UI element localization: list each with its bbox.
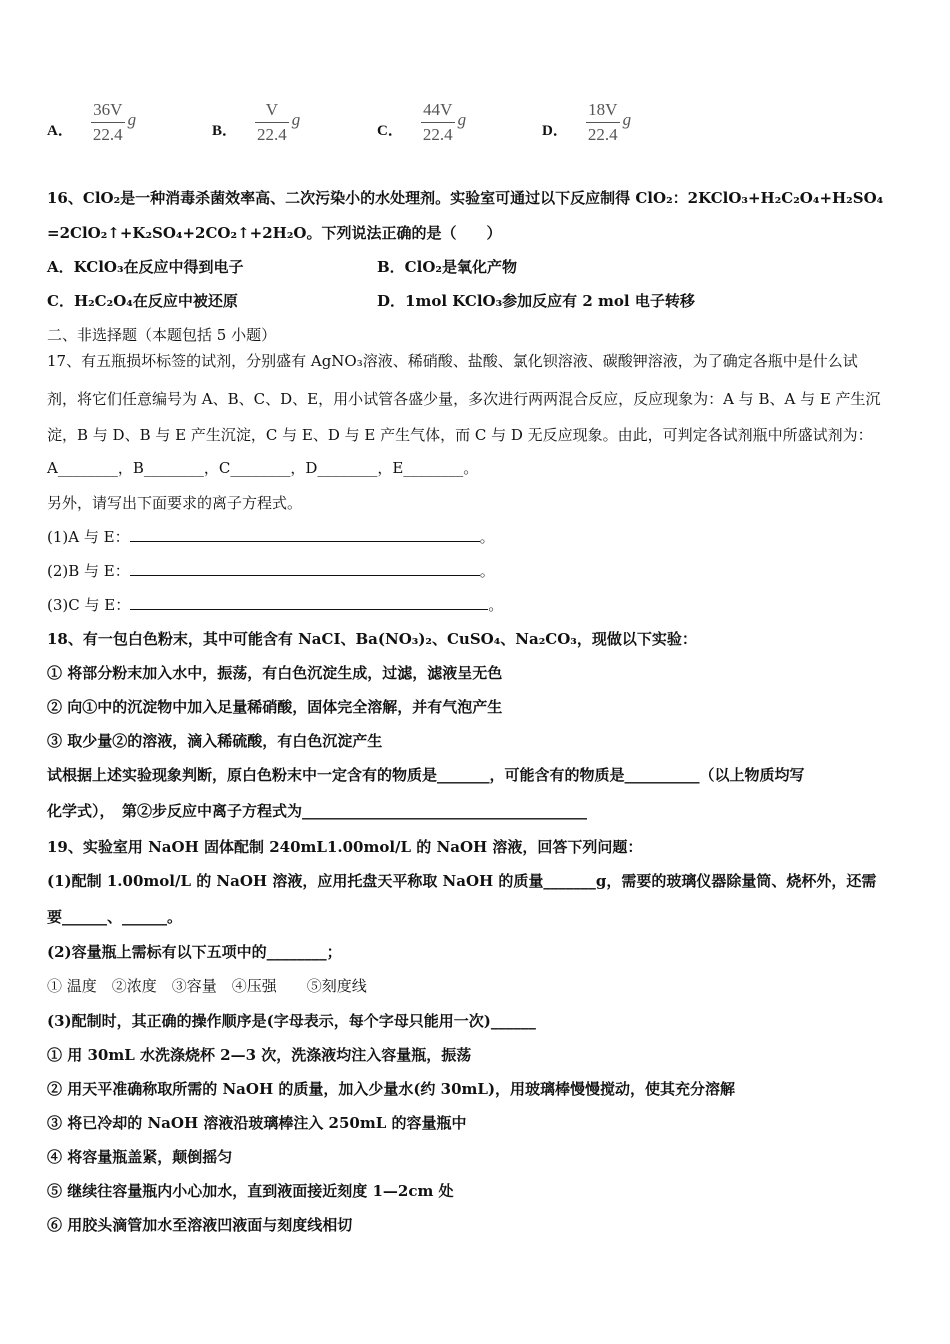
numerator: V [265,100,279,119]
q18-line1: 18、有一包白色粉末，其中可能含有 NaCI、Ba(NO₃)₂、CuSO₄、Na₂CO₃，现做以下实验： [47,630,697,648]
option-d [542,100,631,145]
eq-end: 。 [479,528,495,546]
q16-option-d: D．1mol KClO₃参加反应有 2 mol 电子转移 [377,292,695,310]
unit: g [291,109,301,129]
answer-blank[interactable] [130,561,480,576]
section-title: 二、非选择题（本题包括 5 小题） [47,326,277,344]
q16-line2: =2ClO₂↑+K₂SO₄+2CO₂↑+2H₂O。下列说法正确的是（ ） [47,224,502,242]
q16-line1: 16、ClO₂是一种消毒杀菌效率高、二次污染小的水处理剂。实验室可通过以下反应制得 ClO₂：2KClO₃+H₂C₂O₄+H₂SO₄ [47,189,884,207]
option-a [47,100,136,145]
numerator: 44V [423,100,453,119]
q19-step5: ⑤ 继续往容量瓶内小心加水，直到液面接近刻度 1—2cm 处 [47,1182,454,1200]
option-letter: A． [47,123,73,139]
q19-step2: ② 用天平准确称取所需的 NaOH 的质量，加入少量水(约 30mL)，用玻璃棒慢慢搅动，使其充分溶解 [47,1080,736,1098]
q17-line2: 剂，将它们任意编号为 A、B、C、D、E，用小试管各盛少量，多次进行两两混合反应，反应现象为：A 与 B、A 与 E 产生沉 [47,390,881,408]
q19-step3: ③ 将已冷却的 NaOH 溶液沿玻璃棒注入 250mL 的容量瓶中 [47,1114,467,1132]
q17-line1: 17、有五瓶损坏标签的试剂，分别盛有 AgNO₃溶液、稀硝酸、盐酸、氯化钡溶液、碳酸钾溶液，为了确定各瓶中是什么试 [47,352,858,370]
q19-part2-options: ① 温度 ②浓度 ③容量 ④压强 ⑤刻度线 [47,977,367,995]
option-letter: D． [542,123,568,139]
q16-option-b: B．ClO₂是氧化产物 [377,258,517,276]
q19-part3: (3)配制时，其正确的操作顺序是(字母表示，每个字母只能用一次)______ [47,1012,536,1030]
q17-answer-blanks: A________，B________，C________，D________，E________。 [47,459,479,477]
q18-step3: ③ 取少量②的溶液，滴入稀硫酸，有白色沉淀产生 [47,732,383,750]
answer-blank[interactable] [130,527,480,542]
option-c [377,100,466,145]
q17-eq1 [47,527,910,547]
q19-part2: (2)容量瓶上需标有以下五项中的________； [47,943,342,961]
q16-option-a: A．KClO₃在反应中得到电子 [47,258,244,276]
q17-eq2 [47,561,910,581]
unit: g [622,109,632,129]
fraction [91,100,125,145]
q16-option-c: C．H₂C₂O₄在反应中被还原 [47,292,238,310]
eq-end: 。 [488,596,504,614]
eq-label: (1)A 与 E： [47,528,130,546]
answer-blank[interactable] [130,595,488,610]
q19-line1: 19、实验室用 NaOH 固体配制 240mL1.00mol/L 的 NaOH 溶液，回答下列问题： [47,838,643,856]
denominator: 22.4 [586,122,620,145]
eq-label: (2)B 与 E： [47,562,130,580]
q18-question: 试根据上述实验现象判断，原白色粉末中一定含有的物质是_______，可能含有的物质是__________（以上物质均写 [47,766,805,784]
q19-step1: ① 用 30mL 水洗涤烧杯 2—3 次，洗涤液均注入容量瓶，振荡 [47,1046,472,1064]
option-letter: C． [377,123,403,139]
denominator: 22.4 [255,122,289,145]
q19-part1: (1)配制 1.00mol/L 的 NaOH 溶液，应用托盘天平称取 NaOH 的质量_______g，需要的玻璃仪器除量筒、烧杯外，还需 [47,872,877,890]
fraction [421,100,455,145]
option-letter: B． [212,123,238,139]
q17-eq3 [47,595,910,615]
denominator: 22.4 [91,122,125,145]
q18-text: 化学式）， 第②步反应中离子方程式为 [47,802,303,820]
q19-step4: ④ 将容量瓶盖紧，颠倒摇匀 [47,1148,233,1166]
unit: g [127,109,137,129]
answer-blank[interactable]: ______________________________________ [302,802,588,820]
eq-label: (3)C 与 E： [47,596,131,614]
q18-step2: ② 向①中的沉淀物中加入足量稀硝酸，固体完全溶解，并有气泡产生 [47,698,503,716]
q19-part1-cont: 要______、______。 [47,908,183,926]
fraction [586,100,620,145]
q19-step6: ⑥ 用胶头滴管加水至溶液凹液面与刻度线相切 [47,1216,353,1234]
fraction [255,100,289,145]
numerator: 18V [588,100,618,119]
option-b [212,100,300,145]
unit: g [457,109,467,129]
q18-question-cont [47,801,910,821]
numerator: 36V [93,100,123,119]
denominator: 22.4 [421,122,455,145]
q17-line3: 淀，B 与 D、B 与 E 产生沉淀，C 与 E、D 与 E 产生气体，而 C 与 D 无反应现象。由此，可判定各试剂瓶中所盛试剂为： [47,426,873,444]
q18-step1: ① 将部分粉末加入水中，振荡，有白色沉淀生成，过滤，滤液呈无色 [47,664,503,682]
q17-line5: 另外，请写出下面要求的离子方程式。 [47,494,303,512]
eq-end: 。 [479,562,495,580]
